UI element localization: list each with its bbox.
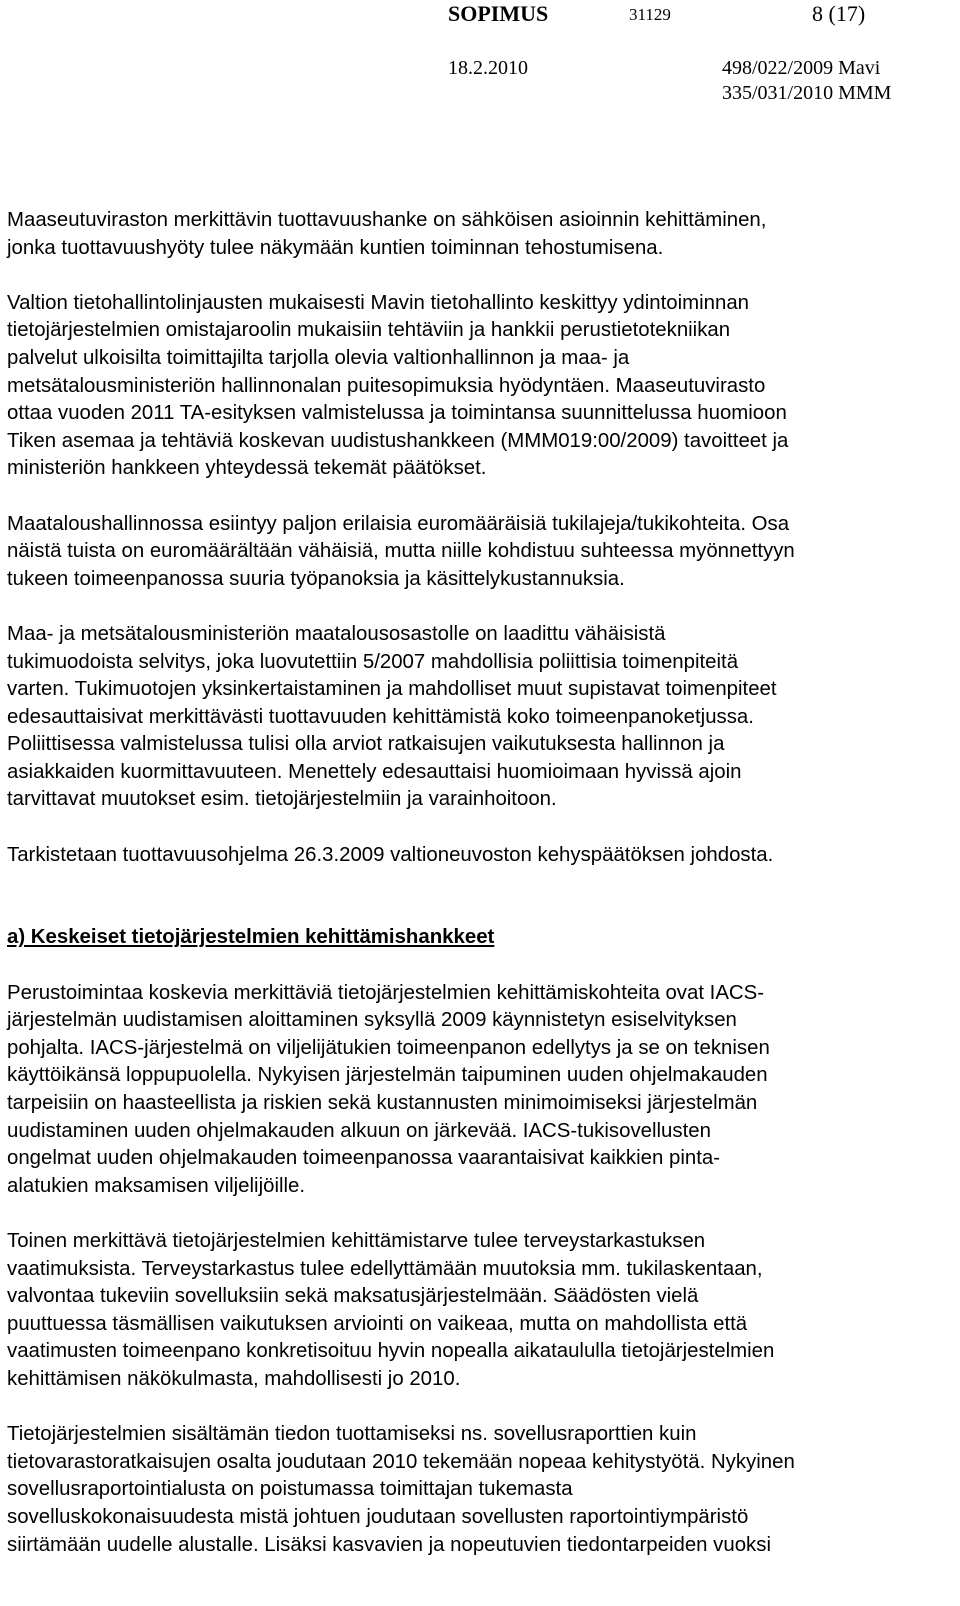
text-line: Maataloushallinnossa esiintyy paljon erilaisia euromääräisiä tukilajeja/tukikohteita. Osa	[7, 512, 790, 535]
text-line: siirtämään uudelle alustalle. Lisäksi kasvavien ja nopeutuvien tiedontarpeiden vuoksi	[7, 1533, 771, 1556]
text-line: puuttuessa täsmällisen vaikutuksen arviointi on vaikeaa, mutta on mahdollista että	[7, 1312, 748, 1335]
text-line: metsätalousministeriön hallinnonalan puitesopimuksia hyödyntäen. Maaseutuvirasto	[7, 374, 766, 397]
text-line: tukimuodoista selvitys, joka luovutettiin 5/2007 mahdollisia poliittisia toimenpiteitä	[7, 650, 739, 673]
paragraph	[7, 1421, 947, 1559]
text-line: tukeen toimeenpanossa suuria työpanoksia ja käsittelykustannuksia.	[7, 567, 625, 590]
text-line: ministeriön hankkeen yhteydessä tekemät päätökset.	[7, 457, 487, 480]
text-line: tietojärjestelmien omistajaroolin mukaisiin tehtäviin ja hankkii perustietotekniikan	[7, 319, 731, 342]
text-line: uudistaminen uuden ohjelmakauden alkuun on järkevää. IACS-tukisovellusten	[7, 1119, 711, 1142]
document-body	[7, 207, 947, 1587]
text-line: tietovarastoratkaisujen osalta joudutaan 2010 tekemään nopeaa kehitystyötä. Nykyinen	[7, 1450, 795, 1473]
text-line: tarvittavat muutokset esim. tietojärjestelmiin ja varainhoitoon.	[7, 788, 557, 811]
text-line: Valtion tietohallintolinjausten mukaisesti Mavin tietohallinto keskittyy ydintoiminnan	[7, 291, 749, 314]
text-line: Maaseutuviraston merkittävin tuottavuushanke on sähköisen asioinnin kehittäminen,	[7, 209, 767, 231]
text-line: Poliittisessa valmistelussa tulisi olla arviot ratkaisujen vaikutuksesta hallinnon ja	[7, 733, 725, 756]
text-line: tarpeisiin on haasteellista ja riskien sekä kustannusten minimoimiseksi järjestelmän	[7, 1092, 758, 1114]
paragraph	[7, 511, 947, 594]
text-line: järjestelmän uudistamisen aloittaminen syksyllä 2009 käynnistetyn esiselvityksen	[7, 1009, 737, 1032]
reference-mmm: 335/031/2010 MMM	[722, 82, 892, 104]
text-line: varten. Tukimuotojen yksinkertaistaminen ja mahdolliset muut supistavat toimenpiteet	[7, 678, 777, 701]
document-number: 31129	[629, 5, 671, 24]
page-number: 8 (17)	[812, 1, 866, 26]
paragraph	[7, 1228, 947, 1394]
text-line: sovelluskokonaisuudesta mistä johtuen joudutaan sovellusten raportointiympäristö	[7, 1505, 749, 1528]
intro-section	[7, 207, 947, 869]
paragraph	[7, 980, 947, 1201]
text-line: pohjalta. IACS-järjestelmä on viljelijätukien toimeenpanon edellytys ja se on teknisen	[7, 1036, 770, 1059]
text-line: palvelut ulkoisilta toimittajilta tarjolla olevia valtionhallinnon ja maa- ja	[7, 346, 630, 369]
section-spacer	[7, 897, 947, 925]
paragraph	[7, 842, 947, 870]
text-line: vaatimusten toimeenpano konkretisoituu hyvin nopealla aikataululla tietojärjestelmien	[7, 1340, 775, 1363]
text-line: ongelmat uuden ohjelmakauden toimeenpanossa vaarantaisivat kaikkien pinta-	[7, 1147, 720, 1170]
paragraph	[7, 621, 947, 814]
text-line: alatukien maksamisen viljelijöille.	[7, 1174, 306, 1197]
text-line: asiakkaiden kuormittavuuteen. Menettely edesauttaisi huomioimaan hyvissä ajoin	[7, 760, 742, 783]
text-line: valvontaa tukeviin sovelluksiin sekä maksatusjärjestelmään. Säädösten vielä	[7, 1285, 699, 1308]
text-line: edesauttaisivat merkittävästi tuottavuuden kehittämistä koko toimeenpanoketjussa.	[7, 705, 754, 728]
text-line: Toinen merkittävä tietojärjestelmien kehittämistarve tulee terveystarkastuksen	[7, 1229, 706, 1252]
paragraph	[7, 290, 947, 483]
text-line: Perustoimintaa koskevia merkittäviä tietojärjestelmien kehittämiskohteita ovat IACS-	[7, 981, 765, 1004]
text-line: kehittämisen näkökulmasta, mahdollisesti jo 2010.	[7, 1367, 461, 1390]
text-line: Tietojärjestelmien sisältämän tiedon tuottamiseksi ns. sovellusraporttien kuin	[7, 1423, 697, 1446]
text-line: Maa- ja metsätalousministeriön maatalousosastolle on laadittu vähäisistä	[7, 622, 666, 645]
document-date: 18.2.2010	[448, 57, 528, 79]
text-line: näistä tuista on euromäärältään vähäisiä, mutta niille kohdistuu suhteessa myönnettyyn	[7, 540, 795, 563]
reference-mavi: 498/022/2009 Mavi	[722, 57, 881, 79]
text-line: sovellusraportointialusta on poistumassa toimittajan tukemasta	[7, 1478, 573, 1501]
document-type-title: SOPIMUS	[448, 1, 549, 26]
text-line: Tiken asemaa ja tehtäviä koskevan uudistushankkeen (MMM019:00/2009) tavoitteet ja	[7, 429, 789, 452]
section-body	[7, 980, 947, 1559]
section-heading: a) Keskeiset tietojärjestelmien kehittämishankkeet	[7, 926, 495, 949]
text-line: Tarkistetaan tuottavuusohjelma 26.3.2009 valtioneuvoston kehyspäätöksen johdosta.	[7, 843, 774, 866]
text-line: jonka tuottavuushyöty tulee näkymään kuntien toiminnan tehostumisena.	[7, 236, 664, 259]
paragraph	[7, 207, 947, 262]
text-line: ottaa vuoden 2011 TA-esityksen valmistelussa ja toimintansa suunnittelussa huomioon	[7, 402, 787, 425]
text-line: vaatimuksista. Terveystarkastus tulee edellyttämään muutoksia mm. tukilaskentaan,	[7, 1257, 763, 1280]
text-line: käyttöikänsä loppupuolella. Nykyisen järjestelmän taipuminen uuden ohjelmakauden	[7, 1064, 768, 1087]
